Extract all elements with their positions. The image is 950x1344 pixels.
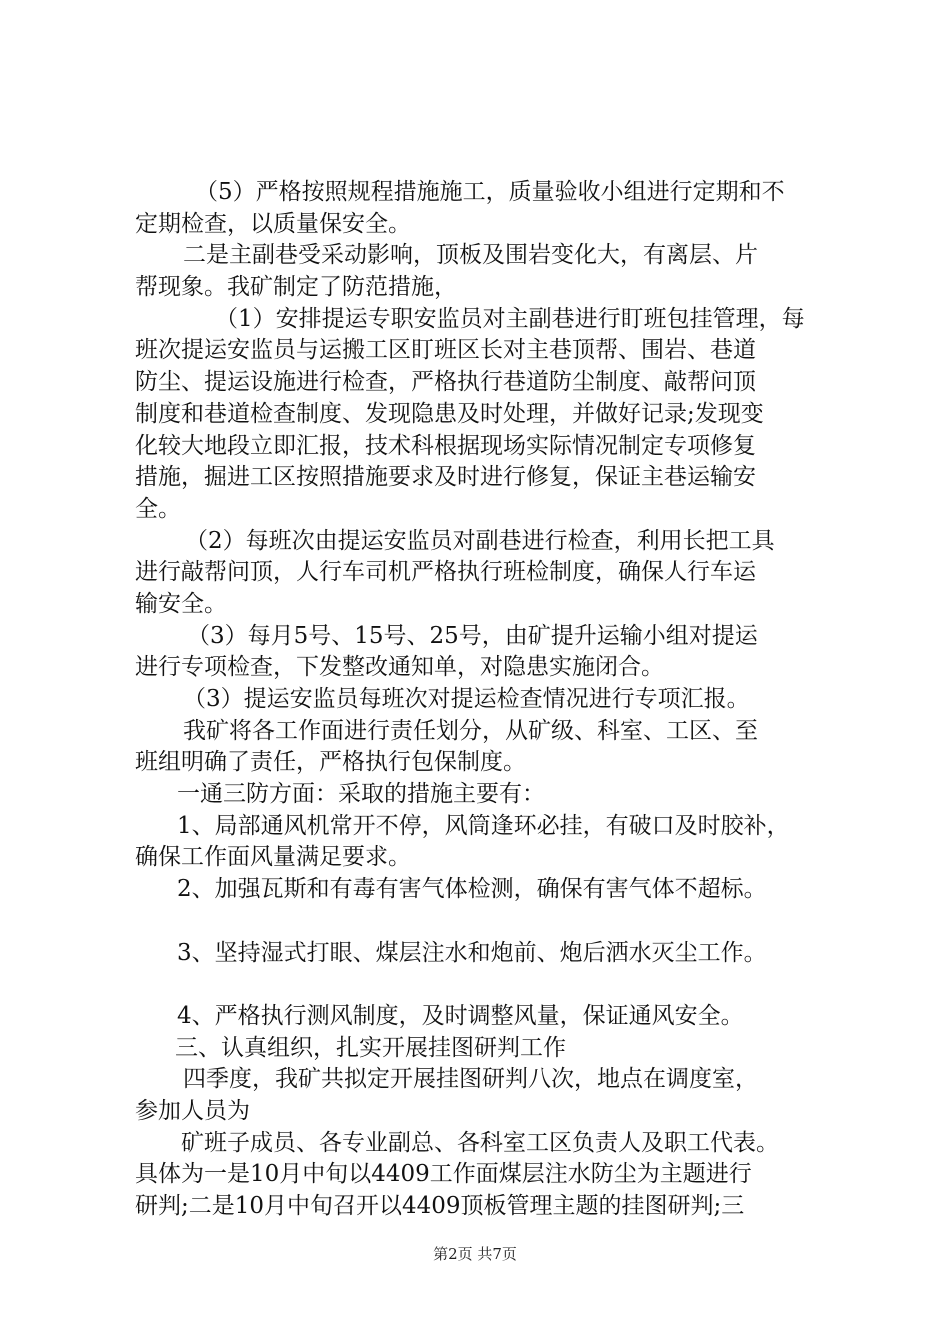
text-line: （2）每班次由提运安监员对副巷进行检查，利用长把工具 xyxy=(185,527,775,554)
text-line: （5）严格按照规程措施施工，质量验收小组进行定期和不 xyxy=(195,179,785,205)
blank-line xyxy=(135,969,835,1001)
text-line: 矿班子成员、各专业副总、各科室工区负责人及职工代表。 xyxy=(181,1129,779,1156)
text-line: 化较大地段立即汇报，技术科根据现场实际情况制定专项修复 xyxy=(135,432,756,459)
document-body xyxy=(135,177,835,1223)
text-line: 制度和巷道检查制度、发现隐患及时处理，并做好记录;发现变 xyxy=(135,400,764,427)
text-line: 二是主副巷受采动影响，顶板及围岩变化大，有离层、片 xyxy=(183,242,758,269)
text-line: 班次提运安监员与运搬工区盯班区长对主巷顶帮、围岩、巷道 xyxy=(135,337,756,364)
text-line: 研判;二是10月中旬召开以4409顶板管理主题的挂图研判;三 xyxy=(135,1193,745,1219)
text-line: 全。 xyxy=(135,495,181,522)
text-line: （1）安排提运专职安监员对主副巷进行盯班包挂管理，每 xyxy=(215,305,805,332)
text-line: 进行敲帮问顶，人行车司机严格执行班检制度，确保人行车运 xyxy=(135,559,756,586)
text-line: 输安全。 xyxy=(135,590,227,617)
text-line: 定期检查，以质量保安全。 xyxy=(135,210,411,237)
text-line: 1、局部通风机常开不停，风筒逢环必挂，有破口及时胶补， xyxy=(177,812,790,839)
page-footer: 第2页 共7页 xyxy=(433,1245,517,1263)
text-line: 班组明确了责任，严格执行包保制度。 xyxy=(135,749,526,776)
text-line: 一通三防方面：采取的措施主要有： xyxy=(177,781,545,808)
text-line: 2、加强瓦斯和有毒有害气体检测，确保有害气体不超标。 xyxy=(177,876,767,903)
text-line: 防尘、提运设施进行检查，严格执行巷道防尘制度、敲帮问顶 xyxy=(135,369,756,396)
text-line: （3）每月5号、15号、25号，由矿提升运输小组对提运 xyxy=(187,622,758,649)
text-line: 三、认真组织，扎实开展挂图研判工作 xyxy=(175,1034,566,1061)
text-line: 参加人员为 xyxy=(135,1097,250,1124)
text-line: 帮现象。我矿制定了防范措施， xyxy=(135,274,457,301)
text-line: （3）提运安监员每班次对提运检查情况进行专项汇报。 xyxy=(183,686,750,712)
text-line: 具体为一是10月中旬以4409工作面煤层注水防尘为主题进行 xyxy=(135,1161,752,1188)
text-line: 四季度，我矿共拟定开展挂图研判八次，地点在调度室， xyxy=(183,1066,758,1093)
text-line: 3、坚持湿式打眼、煤层注水和炮前、炮后洒水灭尘工作。 xyxy=(177,939,767,966)
text-line: 确保工作面风量满足要求。 xyxy=(135,844,411,871)
text-line: 进行专项检查，下发整改通知单，对隐患实施闭合。 xyxy=(135,654,664,681)
text-line: 4、严格执行测风制度，及时调整风量，保证通风安全。 xyxy=(177,1002,744,1029)
blank-line xyxy=(135,906,835,938)
text-line: 我矿将各工作面进行责任划分，从矿级、科室、工区、至 xyxy=(183,717,758,744)
text-line: 措施，掘进工区按照措施要求及时进行修复，保证主巷运输安 xyxy=(135,464,756,491)
